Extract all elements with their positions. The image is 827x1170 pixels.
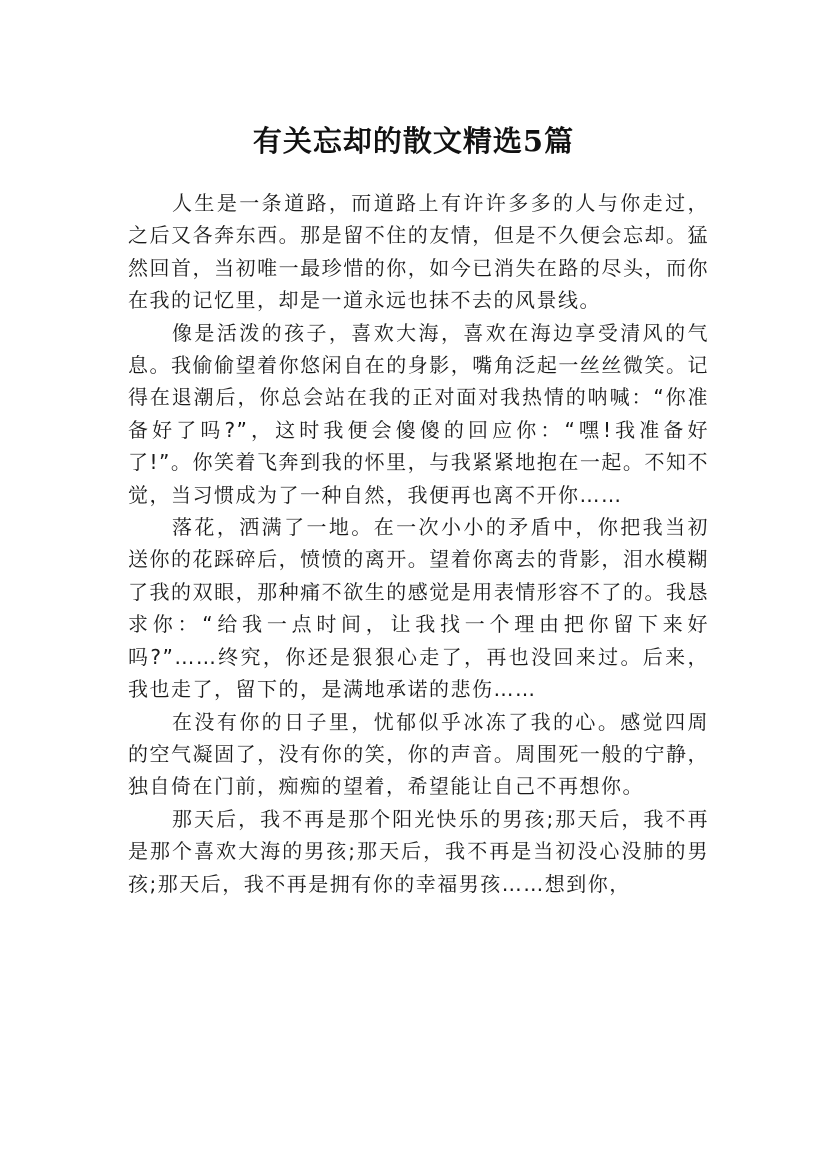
page-title: 有关忘却的散文精选5篇	[252, 124, 575, 159]
paragraph-5: 那天后，我不再是那个阳光快乐的男孩;那天后，我不再是那个喜欢大海的男孩;那天后，我不再是当初没心没肺的男孩;那天后，我不再是拥有你的幸福男孩……想到你，	[128, 806, 709, 896]
article-body	[128, 187, 709, 900]
paragraph-1: 人生是一条道路，而道路上有许许多多的人与你走过，之后又各奔东西。那是留不住的友情，但是不久便会忘却。猛然回首，当初唯一最珍惜的你，如今已消失在路的尽头，而你在我的记忆里，却是一道永远也抹不去的风景线。	[128, 191, 709, 313]
paragraph-2: 像是活泼的孩子，喜欢大海，喜欢在海边享受清风的气息。我偷偷望着你悠闲自在的身影，嘴角泛起一丝丝微笑。记得在退潮后，你总会站在我的正对面对我热情的呐喊：“你准备好了吗?”，这时我便会傻傻的回应你：“嘿!我准备好了!”。你笑着飞奔到我的怀里，与我紧紧地抱在一起。不知不觉，当习惯成为了一种自然，我便再也离不开你……	[128, 320, 709, 507]
paragraph-3: 落花，洒满了一地。在一次小小的矛盾中，你把我当初送你的花踩碎后，愤愤的离开。望着你离去的背影，泪水模糊了我的双眼，那种痛不欲生的感觉是用表情形容不了的。我恳求你：“给我一点时间，让我找一个理由把你留下来好吗?”……终究，你还是狠狠心走了，再也没回来过。后来，我也走了，留下的，是满地承诺的悲伤……	[128, 515, 709, 702]
paragraph-4: 在没有你的日子里，忧郁似乎冰冻了我的心。感觉四周的空气凝固了，没有你的笑，你的声音。周围死一般的宁静，独自倚在门前，痴痴的望着，希望能让自己不再想你。	[128, 709, 709, 799]
